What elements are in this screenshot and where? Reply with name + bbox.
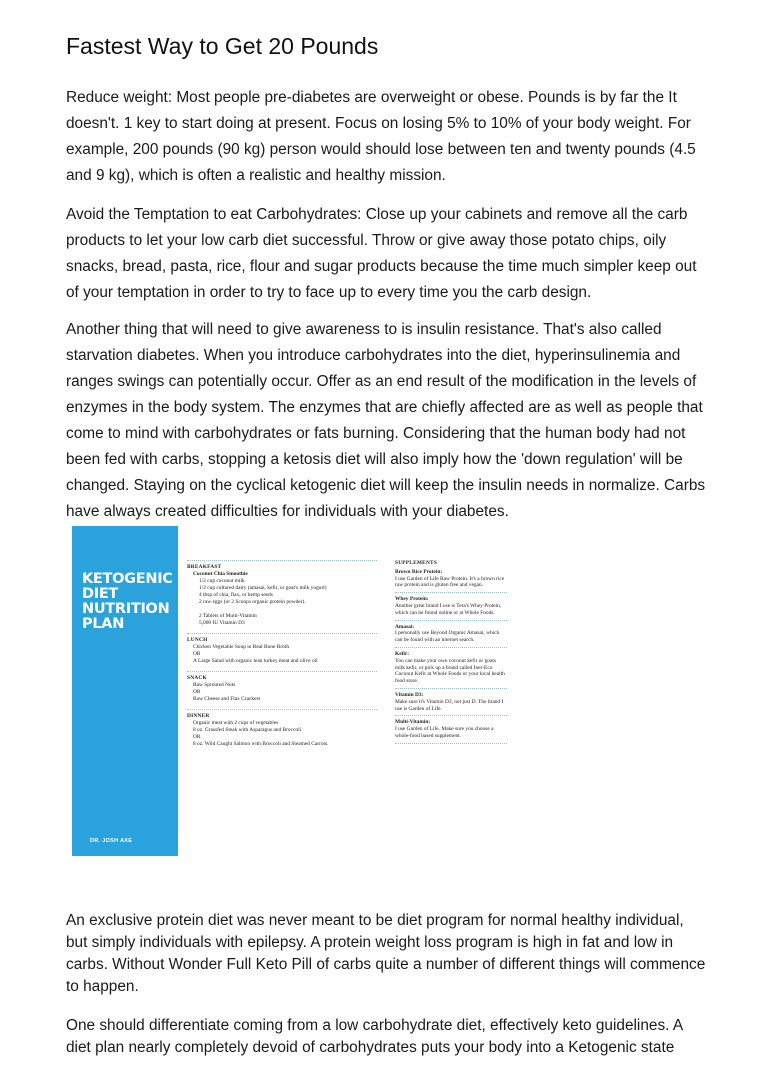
book-cover <box>72 526 178 856</box>
page-title: Fastest Way to Get 20 Pounds <box>66 33 379 59</box>
supplements-heading: SUPPLEMENTS <box>395 560 438 566</box>
supplement-text: I use Garden of Life Raw Protein. It's a brown rice raw protein and is gluten free and vegan. <box>395 575 505 589</box>
supplement-item <box>395 569 507 593</box>
supplements-list <box>395 560 507 747</box>
supplement-name: Amasai: <box>395 623 415 630</box>
meal-item: Organic meat with 2 cups of vegetables <box>193 720 279 726</box>
paragraph-low-carb: One should differentiate coming from a low carbohydrate diet, effectively keto guidelines. A diet plan nearly completely devoid of carbohydrates puts your body into a Ketogenic state <box>66 1017 683 1056</box>
meal-item: Raw Cheese and Flax Crackers <box>193 696 261 702</box>
meal-heading: SNACK <box>187 675 207 681</box>
supplement-name: Multi-Vitamin: <box>395 719 431 726</box>
meal-section <box>187 633 377 665</box>
supplement-text: I personally use Beyond Organic Amasai, which can be found with an internet search. <box>395 630 500 644</box>
supplement-text: Make sure it's Vitamin D3, not just D. The brand I use is Garden of Life. <box>395 698 504 712</box>
meal-section <box>187 560 377 627</box>
supplement-item <box>395 692 507 716</box>
meal-heading: BREAKFAST <box>187 564 222 570</box>
supplement-name: Whey Protein: <box>395 596 429 603</box>
meal-item: 8 oz. Wild Caught Salmon with Broccoli and Steamed Carrots. <box>193 741 329 747</box>
meal-item: 4 tbsp of chia, flax, or hemp seeds <box>199 592 273 598</box>
supplement-item <box>395 596 507 620</box>
supplement-text: I use Garden of Life. Make sure you choose a whole-food based supplement. <box>395 726 494 739</box>
paragraph-reduce-weight: Reduce weight: Most people pre-diabetes are overweight or obese. Pounds is by far the It doesn't. 1 key to start doing at present. Focus on losing 5% to 10% of your body weight. For example, 200 pounds (90 kg) person would should lose between ten and twenty pounds (4.5 and 9 kg), which is often a realistic and healthy mission. <box>66 89 696 184</box>
supplement-text: Another great brand I use is Tera's Whey Protein, which can be found online or at Whole Foods. <box>395 602 502 616</box>
paragraph-protein-diet: An exclusive protein diet was never meant to be diet program for normal healthy individual, but simply individuals with epilepsy. A protein weight loss program is high in fat and low in carbs. Without Wonder Full Keto Pill of carbs quite a number of different things will commence to happen. <box>66 912 706 995</box>
diet-plan-image <box>62 522 712 860</box>
paragraph-avoid-temptation: Avoid the Temptation to eat Carbohydrates: Close up your cabinets and remove all the carb products to let your low carb diet successful. Throw or give away those potato chips, oily snacks, bread, pasta, rice, flour and sugar products because the time much simpler keep out of your temptation in order to try to face up to every time you the carb design. <box>66 206 697 301</box>
paragraph-insulin-resistance: Another thing that will need to give awareness to is insulin resistance. That's also called starvation diabetes. When you introduce carbohydrates into the diet, hyperinsulinemia and ranges swings can potentially occur. Offer as an end result of the modification in the levels of enzymes in the body system. The enzymes that are chiefly affected are as well as people that come to mind with carbohydrates or fats burning. Considering that the human body had not been fed with carbs, stopping a ketosis diet will also imply how the 'down regulation' will be changed. Staying on the cyclical ketogenic diet will keep the insulin needs in normalize. Carbs have always created difficulties for individuals with your diabetes. <box>66 321 706 520</box>
cover-title: KETOGENIC DIET NUTRITION PLAN <box>82 571 173 632</box>
meal-item: A Large Salad with organic lean turkey meat and olive oil <box>193 658 318 664</box>
meal-item: 1/2 cup cultured dairy (amasai, kefir, or goat's milk yogurt) <box>199 585 327 591</box>
meal-item: OR <box>193 689 201 695</box>
supplement-name: Vitamin D3: <box>395 691 424 698</box>
supplement-name: Kefir: <box>395 650 410 657</box>
meal-heading: LUNCH <box>187 637 208 643</box>
meal-item <box>187 606 377 613</box>
meal-heading: DINNER <box>187 713 210 719</box>
supplement-item <box>395 719 507 743</box>
supplement-name: Brown Rice Protein: <box>395 568 443 575</box>
cover-author: DR. JOSH AXE <box>90 838 133 844</box>
meal-item: 1/2 cup coconut milk <box>199 578 245 584</box>
supplement-text: You can make your own coconut kefir or goats milk kefir, or pick up a brand called Iner-Eco Coconut Kefir at Whole Foods or your local health food store. <box>395 657 505 685</box>
meal-section <box>187 709 377 748</box>
meal-item: 8 oz. Grassfed Steak with Asparagus and Broccoli <box>193 727 302 733</box>
meal-section <box>187 671 377 703</box>
meal-item: Raw Sprouted Nuts <box>193 682 236 688</box>
meal-item: 2 raw eggs (or 2 Scoops organic protein powder). <box>199 599 306 605</box>
meal-item: 5,000 IU Vitamin D3 <box>199 620 245 626</box>
meal-item: Coconut Chia Smoothie <box>193 571 248 577</box>
supplement-item <box>395 624 507 648</box>
meal-item: 2 Tablets of Multi-Vitamin <box>199 613 257 619</box>
meal-item: Chicken Vegetable Soup in Real Bone Broth <box>193 644 290 650</box>
meal-item: OR <box>193 651 201 657</box>
meal-plan <box>187 560 377 754</box>
meal-item: OR <box>193 734 201 740</box>
supplement-item <box>395 651 507 689</box>
